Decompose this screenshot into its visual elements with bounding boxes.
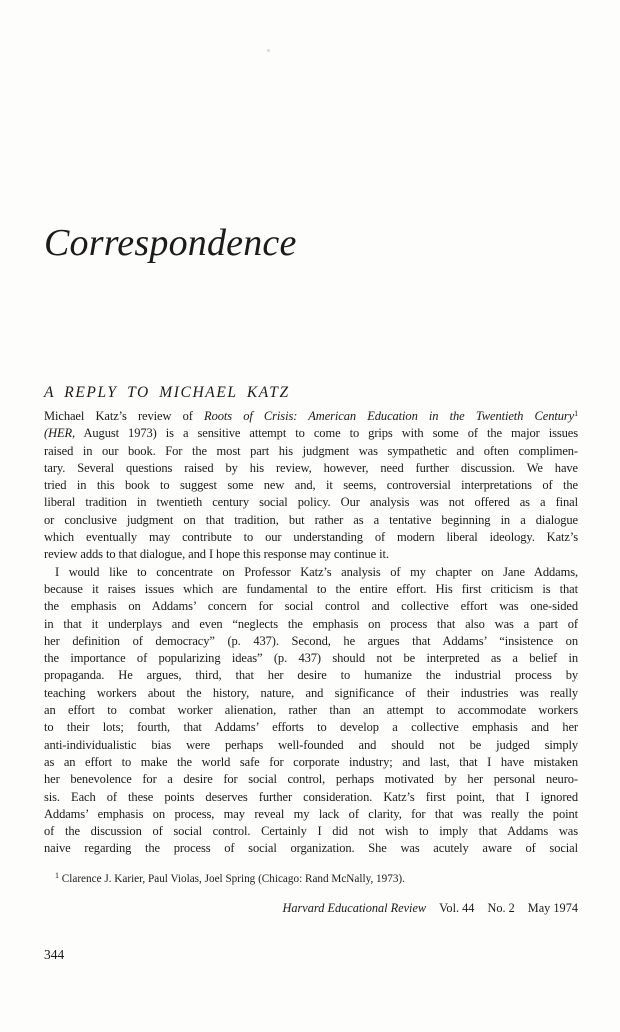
text-segment: her benevolence for a desire for social control, perhaps motivated by her personal neuro- (44, 772, 578, 787)
body-line (44, 581, 578, 598)
text-segment: teaching workers about the history, nature, and significance of their industries was really (44, 685, 578, 700)
text-segment: I would like to concentrate on Professor Katz’s analysis of my chapter on Jane Addams, (55, 564, 578, 579)
body-line (44, 667, 578, 684)
body-line (44, 650, 578, 667)
text-segment: Michael Katz’s review of (44, 409, 205, 423)
text-segment: Vol. 44 (439, 901, 475, 915)
body-line (44, 719, 578, 736)
text-segment: Harvard Educational Review (282, 901, 427, 915)
body-line (44, 529, 578, 546)
text-segment: tary. Several questions raised by his review, however, need further discussion. We have (44, 460, 578, 475)
body-line (44, 460, 578, 477)
text-segment: No. 2 (487, 901, 515, 915)
text-segment: the importance of popularizing ideas” (p. 437) should not be interpreted as a belief in (44, 651, 578, 666)
text-segment: in that it underplays and even “neglects the emphasis on process that also was a part of (44, 616, 578, 631)
body-line (44, 702, 578, 719)
body-line (44, 771, 578, 788)
text-segment: which eventually may contribute to our understanding of modern liberal ideology. Katz’s (44, 530, 578, 545)
body-line (44, 512, 578, 529)
text-segment: (HER, (44, 426, 76, 441)
body-line (44, 616, 578, 633)
text-segment: anti-individualistic bias were perhaps well-founded and should not be judged simply (44, 737, 578, 752)
body-line (44, 408, 578, 425)
text-segment: an effort to combat worker alienation, rather than an attempt to accommodate workers (44, 703, 578, 718)
text-segment: the emphasis on Addams’ concern for social control and collective effort was one-sided (44, 599, 578, 614)
text-segment: propaganda. He argues, third, that her desire to humanize the industrial process by (44, 668, 578, 683)
text-segment: of the discussion of social control. Certainly I did not wish to imply that Addams was (44, 824, 578, 839)
text-segment: Addams’ emphasis on process, may reveal my lack of clarity, for that was really the point (44, 806, 578, 821)
text-segment: as an effort to make the world safe for corporate industry; and last, that I have mistaken (44, 754, 578, 769)
footnote (55, 872, 405, 886)
page-title: Correspondence (44, 222, 297, 264)
body-line (44, 494, 578, 511)
text-segment: May 1974 (527, 901, 578, 915)
body-line (44, 443, 578, 460)
body-line (44, 425, 578, 442)
journal-citation (282, 900, 578, 916)
body-line (44, 546, 578, 563)
body-line (44, 633, 578, 650)
text-segment: August 1973) is a sensitive attempt to come to grips with some of the major issues (75, 426, 578, 441)
body-line (44, 685, 578, 702)
body-line (44, 564, 578, 581)
text-segment: 1 (574, 409, 578, 418)
text-segment: sis. Each of these points deserves further consideration. Katz’s first point, that I ignored (44, 789, 578, 804)
text-segment: naive regarding the process of social organization. She was acutely aware of social (44, 841, 578, 856)
text-segment: Roots of Crisis: American Education in the Twentieth Century (204, 409, 575, 423)
text-segment: or conclusive judgment on that tradition, but rather as a tentative beginning in a dialogue (44, 512, 578, 527)
text-segment: her definition of democracy” (p. 437). Second, he argues that Addams’ “insistence on (44, 633, 578, 648)
page-number: 344 (44, 947, 65, 962)
text-segment: tried in this book to suggest some new and, it seems, controversial interpretations of the (44, 478, 578, 493)
body-line (44, 823, 578, 840)
body-text (44, 408, 578, 858)
text-segment: 1 (55, 871, 59, 880)
text-segment: liberal tradition in twentieth century social policy. Our analysis was not offered as a final (44, 495, 578, 510)
text-segment: Clarence J. Karier, Paul Violas, Joel Spring (Chicago: Rand McNally, 1973). (59, 873, 405, 885)
body-line (44, 477, 578, 494)
scan-speck (267, 49, 270, 52)
body-line (44, 806, 578, 823)
body-line (44, 754, 578, 771)
body-line (44, 789, 578, 806)
text-segment: raised in our book. For the most part his judgment was sympathetic and often complimen- (44, 443, 578, 458)
text-segment: because it raises issues which are fundamental to the entire effort. His first criticism is that (44, 581, 578, 596)
body-line (44, 840, 578, 857)
body-line (44, 737, 578, 754)
text-segment: review adds to that dialogue, and I hope this response may continue it. (44, 547, 389, 562)
body-line (44, 598, 578, 615)
section-heading: A REPLY TO MICHAEL KATZ (44, 384, 290, 401)
text-segment: to their lots; fourth, that Addams’ efforts to develop a collective emphasis and her (44, 720, 578, 735)
